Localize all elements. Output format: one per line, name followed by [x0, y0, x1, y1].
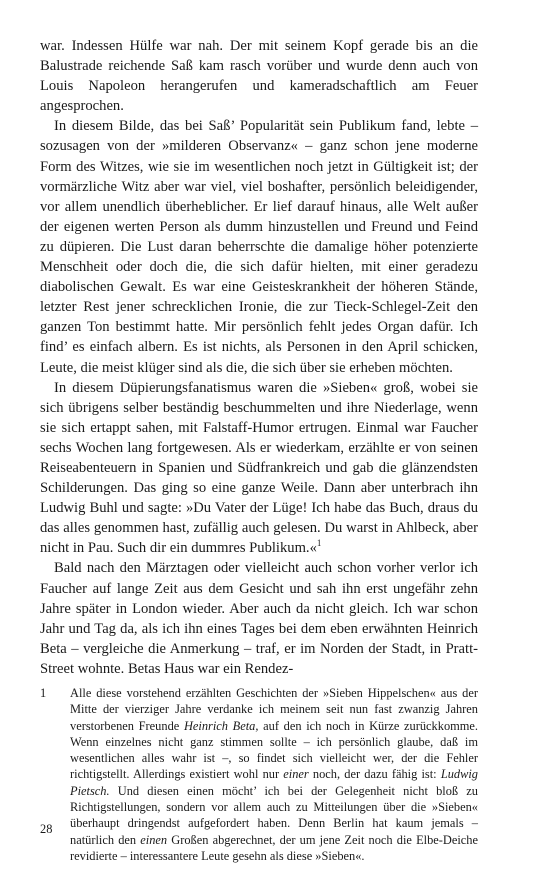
paragraph [40, 378, 478, 559]
paragraph: war. Indessen Hülfe war nah. Der mit seinem Kopf gerade bis an die Balustrade reichende Saß kam rasch vorüber und wurde denn auch von Louis Napoleon herangerufen und kameradschaftlich am Feuer angesprochen. [40, 38, 478, 115]
footnote-number: 1 [40, 686, 47, 700]
footnote-segment-italic: einer [283, 767, 309, 782]
footnote [40, 685, 478, 864]
footnote-segment: auf den ich noch in Kürze zurückkomme. Wenn einzelnes nicht ganz stimmen sollte – ich persönlich glaube, daß im wesentlichen alles wahr ist –, so findet sich vielleicht wer, der die Fehler richtigstellt. Allerdings existiert wohl nur [70, 718, 479, 782]
footnote-text [70, 685, 478, 864]
footnotes [40, 685, 478, 864]
footnote-segment-italic: Heinrich Beta, [183, 718, 259, 733]
footnote-segment-italic: Ludwig Pietsch. [70, 767, 478, 798]
footnote-segment: Und diesen einen möcht’ ich bei der Gelegenheit nicht bloß zu Richtigstellungen, sondern vor allem auch zu Mitteilungen über die »Sieben« überhaupt dringendst aufgefordert haben. Denn Berlin hat kaum jemals – natürlich den [70, 783, 478, 847]
paragraph-text: In diesem Düpierungsfanatismus waren die »Sieben« groß, wobei sie sich übrigens selber beständig beschummelten und ihre Niederlage, wenn sie sich ertappt sahen, mit Falstaff-Humor ertrugen. Einmal war Faucher sechs Wochen lang fortgewesen. Als er wiederkam, erzählte er von seinen Reiseabenteuern in Spanien und Südfrankreich und gab die glänzendsten Schilderungen. Das ging so eine ganze Weile. Dann aber unterbrach ihn Ludwig Buhl und sagte: »Du Vater der Lüge! Ich habe das Buch, draus du das alles genommen hast, zufällig auch gelesen. Du warst in Ahlbeck, aber nicht in Pau. Such dir ein dummres Publikum.« [40, 379, 478, 557]
footnote-segment-italic: einen [140, 832, 168, 847]
main-text [40, 36, 478, 679]
footnote-reference[interactable]: 1 [316, 538, 322, 549]
paragraph: Bald nach den Märztagen oder vielleicht auch schon vorher verlor ich Faucher auf lange Zeit aus dem Gesicht und sah ihn erst ungefähr zehn Jahre später in London wieder. Aber auch da nicht gleich. Ich war schon Jahr und Tag da, als ich ihn eines Tages bei dem eben erwähnten Heinrich Beta – vergleiche die Anmerkung – traf, er im Norden der Stadt, in Pratt-Street wohnte. Betas Haus war ein Rendez- [40, 560, 478, 677]
paragraph: In diesem Bilde, das bei Saß’ Popularität sein Publikum fand, lebte – sozusagen von der »milderen Observanz« – ganz schon jene moderne Form des Witzes, wie sie im wesentlichen noch jetzt in Gültigkeit ist; der vormärzliche Witz aber war viel, viel boshafter, persönlich beleidigender, vor allem unendlich überheblicher. Er lief darauf hinaus, alle Welt außer der eigenen werten Person als dumm hinzustellen und Freund und Feind zu düpieren. Die Lust daran beherrschte die damalige höher potenzierte Menschheit oder doch die, die sich dafür hielten, mit einer geradezu diabolischen Gewalt. Es war eine Geisteskrankheit der höheren Stände, letzter Rest jener schrecklichen Ironie, die zur Tieck-Schlegel-Zeit den ganzen Ton bestimmt hatte. Mir persönlich fehlt jedes Organ dafür. Ich find’ es einfach albern. Es ist nichts, als Personen in den April schicken, Leute, die meist klüger sind als die, die sich über sie erheben möchten. [40, 118, 478, 376]
footnote-segment: Alle diese vorstehend erzählten Geschichten der »Sieben Hippelschen« aus der Mitte der vierziger Jahre verdanke ich meinem seit nun fast zwanzig Jahren verstorbenen Freunde [70, 686, 478, 733]
footnote-segment: Großen abgerechnet, der um jene Zeit noch die Elbe-Deiche revidierte – interessantere Leute gesehn als diese »Sieben«. [70, 832, 478, 863]
footnote-segment: noch, der dazu fähig ist: [308, 767, 441, 782]
page-number: 28 [40, 822, 53, 836]
